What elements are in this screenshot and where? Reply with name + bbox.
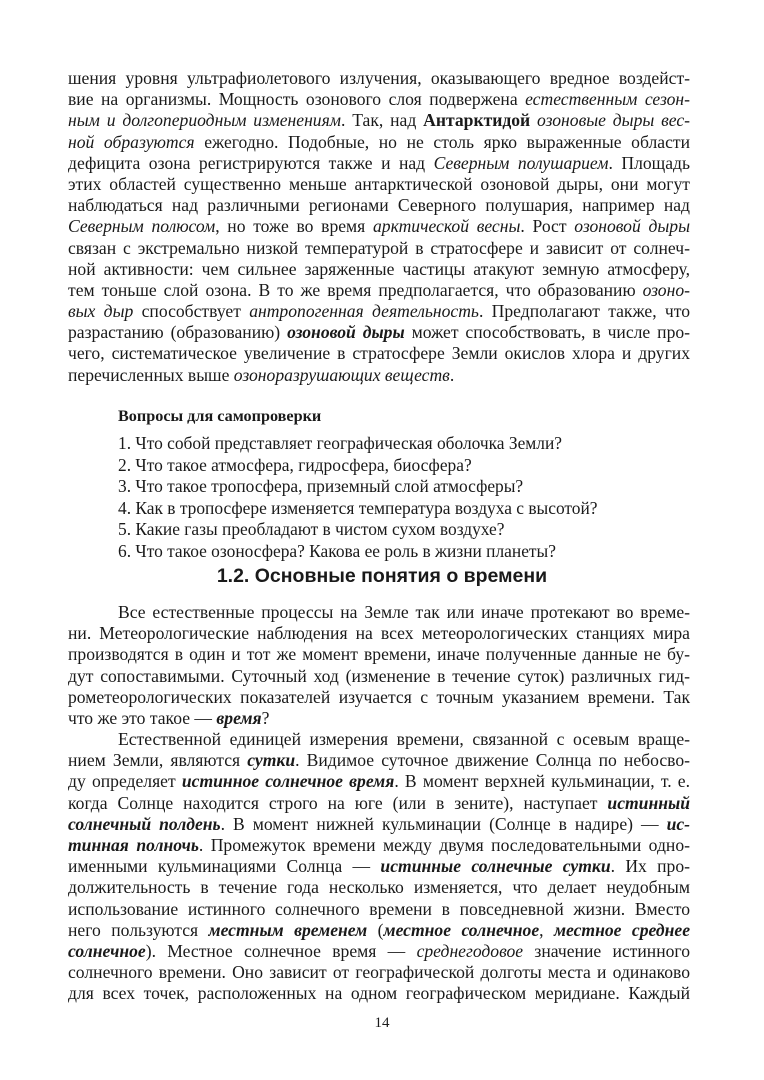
text-run: . Рост (520, 216, 575, 237)
text-line (68, 301, 690, 322)
text-line (68, 343, 690, 364)
questions-heading: Вопросы для самопроверки (118, 407, 322, 425)
italic-phrase: среднегодовое (416, 940, 524, 961)
text-run: дефицита озона регистрируются также и над (68, 152, 434, 173)
text-run: дут сопоставимыми. Суточный ход (изменение в течение суток) различных гид- (68, 665, 690, 686)
text-line (68, 89, 690, 110)
emphasized-term: истинное солнечное время (181, 771, 395, 792)
text-run: ? (261, 707, 270, 728)
section-title: 1.2. Основные понятия о времени (216, 565, 548, 587)
text-line (68, 920, 690, 941)
emphasized-term: истинный (607, 792, 690, 813)
text-run: . Промежуток времени между двумя последовательными одно- (198, 834, 690, 855)
emphasized-term: время (216, 707, 262, 728)
text-line (68, 983, 690, 1004)
text-line (68, 602, 690, 623)
emphasized-term: местное среднее (553, 919, 690, 940)
text-run: должительность в течение года несколько изменяется, что делает неудобным (68, 877, 690, 898)
text-line (68, 962, 690, 983)
page-number: 14 (374, 1015, 390, 1031)
text-line (68, 899, 690, 920)
emphasized-term: озоновой дыры (287, 322, 405, 343)
emphasized-term: истинные солнечные сутки (380, 856, 611, 877)
text-line (68, 687, 690, 708)
text-run: Все естественные процессы на Земле так или иначе протекают во време- (118, 602, 690, 622)
text-run: , (539, 919, 554, 940)
text-run: ежегодно. Подобные, но не столь ярко выраженные области (194, 131, 690, 152)
text-line (68, 729, 690, 750)
text-run: перечисленных выше (68, 364, 234, 385)
text-run: может способствовать, в числе про- (404, 322, 691, 343)
emphasized-term: сутки (247, 750, 296, 771)
paragraph-solar-time (68, 729, 690, 1004)
paragraph-ozone-holes (68, 68, 690, 386)
italic-phrase: вых дыр (68, 301, 134, 322)
text-line (68, 110, 690, 131)
italic-phrase: арктической весны (372, 216, 521, 237)
text-run: этих областей существенно меньше антарктической озоновой дыры, они могут (68, 173, 690, 194)
emphasized-term: Антарктидой (423, 110, 531, 131)
text-line (68, 835, 690, 856)
emphasized-term: солнечное (68, 940, 146, 961)
text-line (68, 623, 690, 644)
text-line (68, 771, 690, 792)
text-run: тем тоньше слой озона. В то же время предполагается, что образованию (68, 279, 643, 300)
text-run: . Так, над (341, 110, 424, 131)
text-run: ). Местное солнечное время — (145, 940, 417, 961)
question-item: 2. Что такое атмосфера, гидросфера, биосфера? (118, 454, 472, 475)
italic-phrase: естественным сезон- (525, 89, 690, 110)
text-run: разрастанию (образованию) (68, 322, 288, 343)
text-line (68, 322, 690, 343)
italic-phrase: озоновые дыры вес- (537, 110, 690, 131)
emphasized-term: ис- (666, 813, 691, 834)
text-line (68, 132, 690, 153)
italic-phrase: Северным полушарием (433, 152, 609, 173)
text-run: . Их про- (610, 856, 690, 877)
text-run: него пользуются (68, 919, 209, 940)
text-line (68, 814, 690, 835)
italic-phrase: озоновой дыры (574, 216, 690, 237)
emphasized-term: тинная полночь (68, 834, 199, 855)
italic-phrase: Северным полюсом (68, 216, 216, 237)
text-run: . В момент нижней кульминации (Солнце в надире) — (220, 813, 667, 834)
text-line (68, 941, 690, 962)
text-run: наблюдаться над различными регионами Северного полушария, например над (68, 195, 690, 216)
emphasized-term: солнечный полдень (68, 813, 221, 834)
text-line (68, 174, 690, 195)
question-item: 4. Как в тропосфере изменяется температура воздуха с высотой? (118, 497, 598, 518)
italic-phrase: антропогенная деятельность (249, 301, 479, 322)
emphasized-term: местным временем (208, 919, 368, 940)
emphasized-term: местное солнечное (383, 919, 540, 940)
question-item: 5. Какие газы преобладают в чистом сухом воздухе? (118, 519, 505, 540)
text-run: что же это такое — (68, 707, 217, 728)
question-item: 6. Что такое озоносфера? Какова ее роль в жизни планеты? (118, 540, 556, 561)
italic-phrase: озоно- (642, 279, 690, 300)
text-line (68, 750, 690, 771)
text-run: Естественной единицей измерения времени, связанной с осевым враще- (118, 729, 690, 749)
text-run: солнечного времени. Оно зависит от географической долготы места и одинаково (68, 962, 690, 983)
questions-list (118, 433, 598, 563)
text-run: производятся в один и тот же момент времени, иначе полученные данные не бу- (68, 644, 690, 665)
text-run: . Площадь (608, 152, 690, 173)
text-line (68, 68, 690, 89)
text-run: рометеорологических показателей изучается с точным указанием времени. Так (68, 686, 690, 707)
paragraph-time-intro (68, 602, 690, 729)
text-line (68, 153, 690, 174)
text-line (68, 708, 690, 729)
italic-phrase: озоноразрушающих веществ (233, 364, 450, 385)
text-line (68, 666, 690, 687)
text-run: ду определяет (68, 771, 182, 792)
text-run: чего, систематическое увеличение в стратосфере Земли окислов хлора и других (68, 343, 690, 364)
text-run: . Видимое суточное движение Солнца по небосво- (295, 750, 690, 771)
text-run: связан с экстремально низкой температурой в стратосфере и зависит от солнеч- (68, 237, 690, 258)
text-run: вие на организмы. Мощность озонового слоя подвержена (68, 89, 526, 110)
text-run: ной активности: чем сильнее заряженные частицы атакуют земную атмосферу, (68, 258, 690, 279)
text-run: . (449, 364, 455, 385)
text-line (68, 195, 690, 216)
italic-phrase: ной образуются (68, 131, 195, 152)
question-item: 1. Что собой представляет географическая оболочка Земли? (118, 433, 563, 453)
text-run: способствует (133, 301, 250, 322)
text-run: ( (367, 919, 384, 940)
text-run: использование истинного солнечного времени в повседневной жизни. Вместо (68, 898, 690, 919)
italic-phrase: ным и долгопериодным изменениям (68, 110, 342, 131)
text-run: когда Солнце находится строго на юге (или в зените), наступает (68, 792, 608, 813)
question-item: 3. Что такое тропосфера, приземный слой атмосферы? (118, 476, 524, 497)
text-run: значение истинного (523, 940, 690, 961)
text-run: . В момент верхней кульминации, т. е. (394, 771, 691, 792)
text-line (68, 856, 690, 877)
text-line (68, 365, 690, 386)
text-line (68, 216, 690, 237)
text-run: . Предполагают также, что (478, 301, 691, 322)
text-run: шения уровня ультрафиолетового излучения, оказывающего вредное воздейст- (68, 68, 690, 88)
text-run: именными кульминациями Солнца — (68, 856, 381, 877)
text-line (68, 877, 690, 898)
text-run: для всех точек, расположенных на одном географическом меридиане. Каждый (68, 983, 690, 1004)
text-run: нием Земли, являются (68, 750, 248, 771)
text-line (68, 259, 690, 280)
text-line (68, 644, 690, 665)
text-line (68, 280, 690, 301)
text-run: , но тоже во время (215, 216, 373, 237)
text-line (68, 793, 690, 814)
text-run: ни. Метеорологические наблюдения на всех метеорологических станциях мира (68, 623, 690, 644)
text-line (68, 238, 690, 259)
